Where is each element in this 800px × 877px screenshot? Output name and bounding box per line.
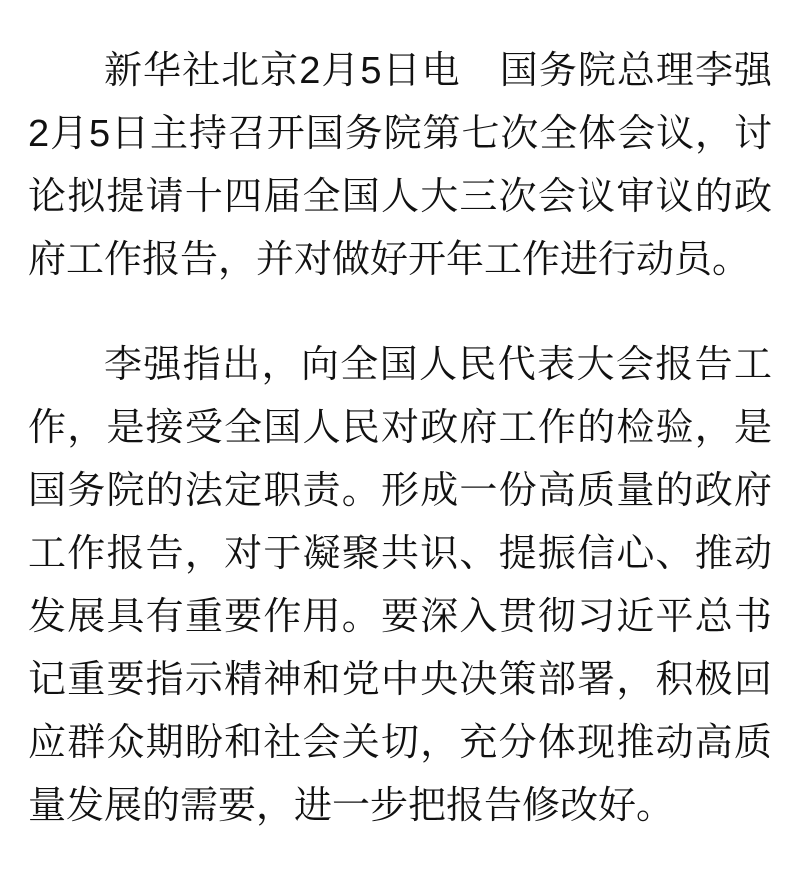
article-paragraph: 李强指出，向全国人民代表大会报告工作，是接受全国人民对政府工作的检验，是国务院的法定职责。形成一份高质量的政府工作报告，对于凝聚共识、提振信心、推动发展具有重要作用。要深入贯彻习近平总书记重要指示精神和党中央决策部署，积极回应群众期盼和社会关切，充分体现推动高质量发展的需要，进一步把报告修改好。 <box>28 344 772 827</box>
article-paragraph: 新华社北京2月5日电 国务院总理李强2月5日主持召开国务院第七次全体会议，讨论拟提请十四届全国人大三次会议审议的政府工作报告，并对做好开年工作进行动员。 <box>28 50 772 281</box>
